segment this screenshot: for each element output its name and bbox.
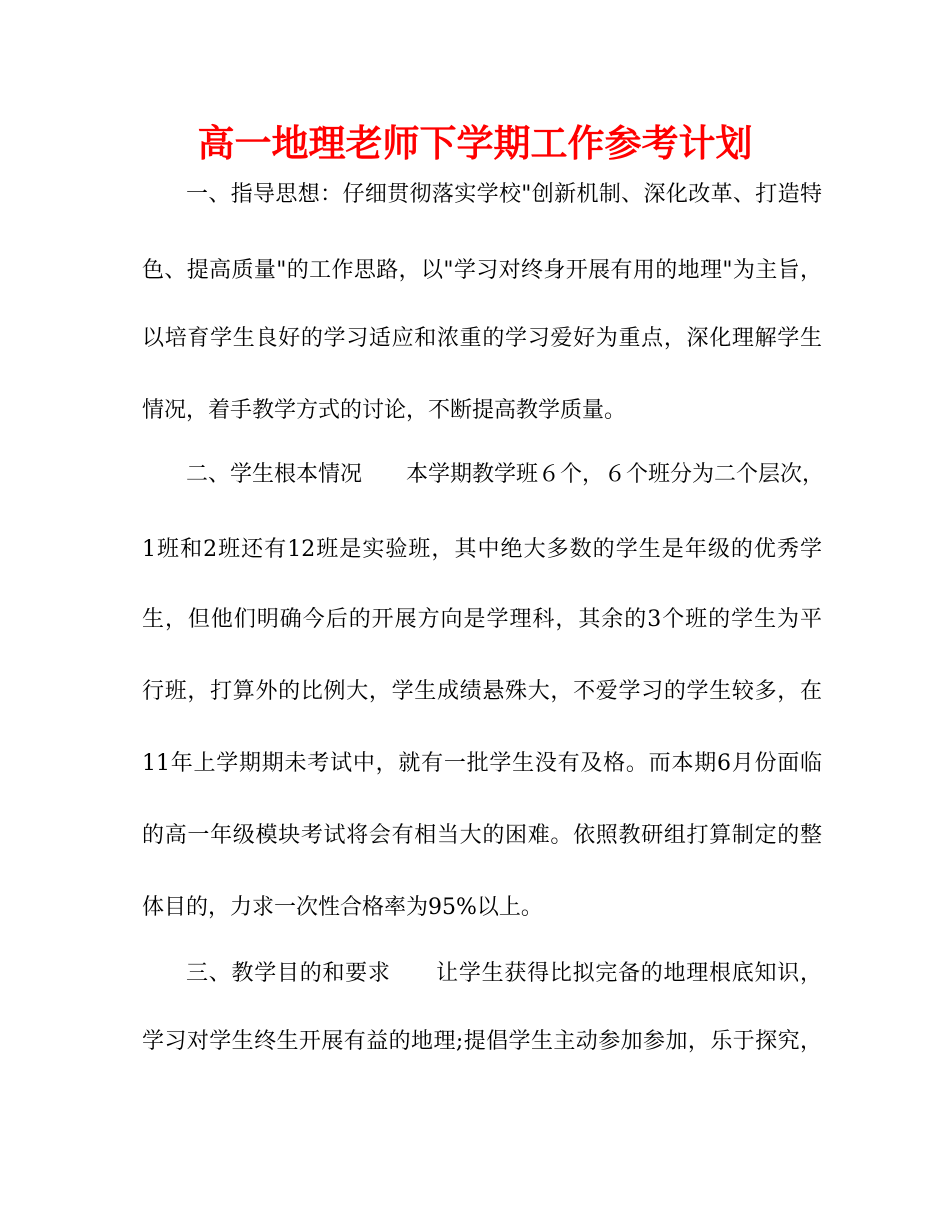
paragraph-line: 学习对学生终生开展有益的地理;提倡学生主动参加参加，乐于探究， — [142, 1029, 822, 1054]
paragraph-line: 二、学生根本情况 本学期教学班６个，６个班分为二个层次， — [186, 462, 825, 487]
paragraph-line: 三、教学目的和要求 让学生获得比拟完备的地理根底知识， — [186, 961, 822, 986]
paragraph-line: 生，但他们明确今后的开展方向是学理科，其余的3个班的学生为平 — [142, 607, 822, 632]
paragraph-line: 情况，着手教学方式的讨论，不断提高教学质量。 — [142, 398, 627, 423]
paragraph-line: 一、指导思想：仔细贯彻落实学校"创新机制、深化改革、打造特 — [186, 182, 822, 207]
paragraph-line: 行班，打算外的比例大，学生成绩悬殊大，不爱学习的学生较多，在 — [142, 679, 822, 704]
paragraph-line: 以培育学生良好的学习适应和浓重的学习爱好为重点，深化理解学生 — [142, 326, 822, 351]
paragraph-line: 1班和2班还有12班是实验班，其中绝大多数的学生是年级的优秀学 — [142, 537, 822, 562]
paragraph-line: 的高一年级模块考试将会有相当大的困难。依照教研组打算制定的整 — [142, 823, 822, 848]
paragraph-line: 11年上学期期未考试中，就有一批学生没有及格。而本期6月份面临 — [142, 751, 822, 776]
paragraph-line: 色、提高质量"的工作思路，以"学习对终身开展有用的地理"为主旨， — [142, 258, 822, 283]
paragraph-line: 体目的，力求一次性合格率为95%以上。 — [142, 895, 543, 920]
document-title: 高一地理老师下学期工作参考计划 — [197, 122, 753, 165]
